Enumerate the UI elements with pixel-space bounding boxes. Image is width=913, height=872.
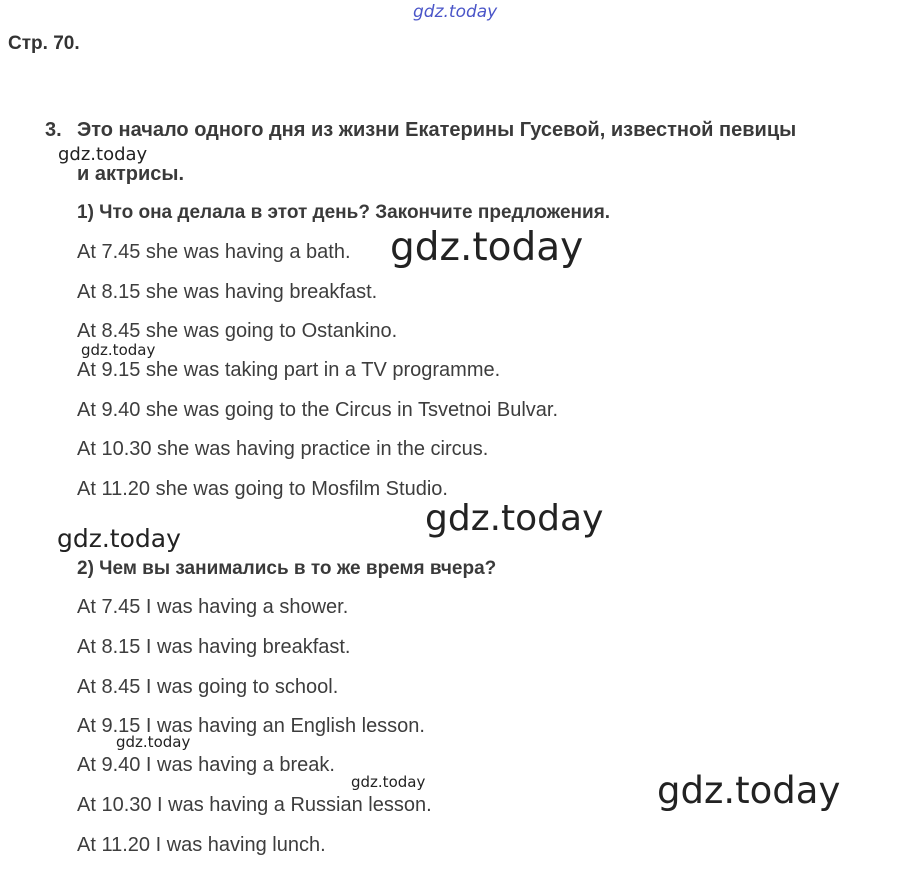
sentence: At 11.20 she was going to Mosfilm Studio. xyxy=(77,478,448,500)
sentence: At 8.15 I was having breakfast. xyxy=(77,636,351,658)
sentence: At 8.45 she was going to Ostankino. xyxy=(77,320,398,342)
watermark: gdz.today xyxy=(58,144,148,165)
sentence: At 10.30 she was having practice in the circus. xyxy=(77,438,489,460)
sentence: At 9.40 I was having a break. xyxy=(77,754,335,776)
sentence: At 7.45 she was having a bath. xyxy=(77,241,351,263)
sentence: At 7.45 I was having a shower. xyxy=(77,596,349,618)
page-label: Стр. 70. xyxy=(8,33,80,54)
sentence: At 9.15 I was having an English lesson. xyxy=(77,715,425,737)
task-heading-text: Это начало одного дня из жизни Екатерины Гусевой, известной певицы xyxy=(77,119,797,141)
task-number: 3. xyxy=(45,119,62,141)
task-heading xyxy=(45,120,796,140)
watermark: gdz.today xyxy=(425,498,604,539)
sentence: At 8.45 I was going to school. xyxy=(77,676,339,698)
sentence: At 8.15 she was having breakfast. xyxy=(77,281,378,303)
sentence: At 9.15 she was taking part in a TV programme. xyxy=(77,359,501,381)
watermark: gdz.today xyxy=(657,769,841,812)
part1-title: 1) Что она делала в этот день? Закончите предложения. xyxy=(77,202,611,223)
sentence: At 9.40 she was going to the Circus in Tsvetnoi Bulvar. xyxy=(77,399,559,421)
watermark: gdz.today xyxy=(390,225,584,270)
watermark: gdz.today xyxy=(351,773,426,791)
sentence: At 10.30 I was having a Russian lesson. xyxy=(77,794,432,816)
sentence: At 11.20 I was having lunch. xyxy=(77,834,326,856)
part2-title: 2) Чем вы занимались в то же время вчера? xyxy=(77,558,497,579)
watermark: gdz.today xyxy=(81,341,156,359)
task-heading-continuation: и актрисы. xyxy=(77,163,185,185)
watermark: gdz.today xyxy=(57,524,181,553)
watermark: gdz.today xyxy=(116,733,191,751)
watermark: gdz.today xyxy=(413,2,498,22)
